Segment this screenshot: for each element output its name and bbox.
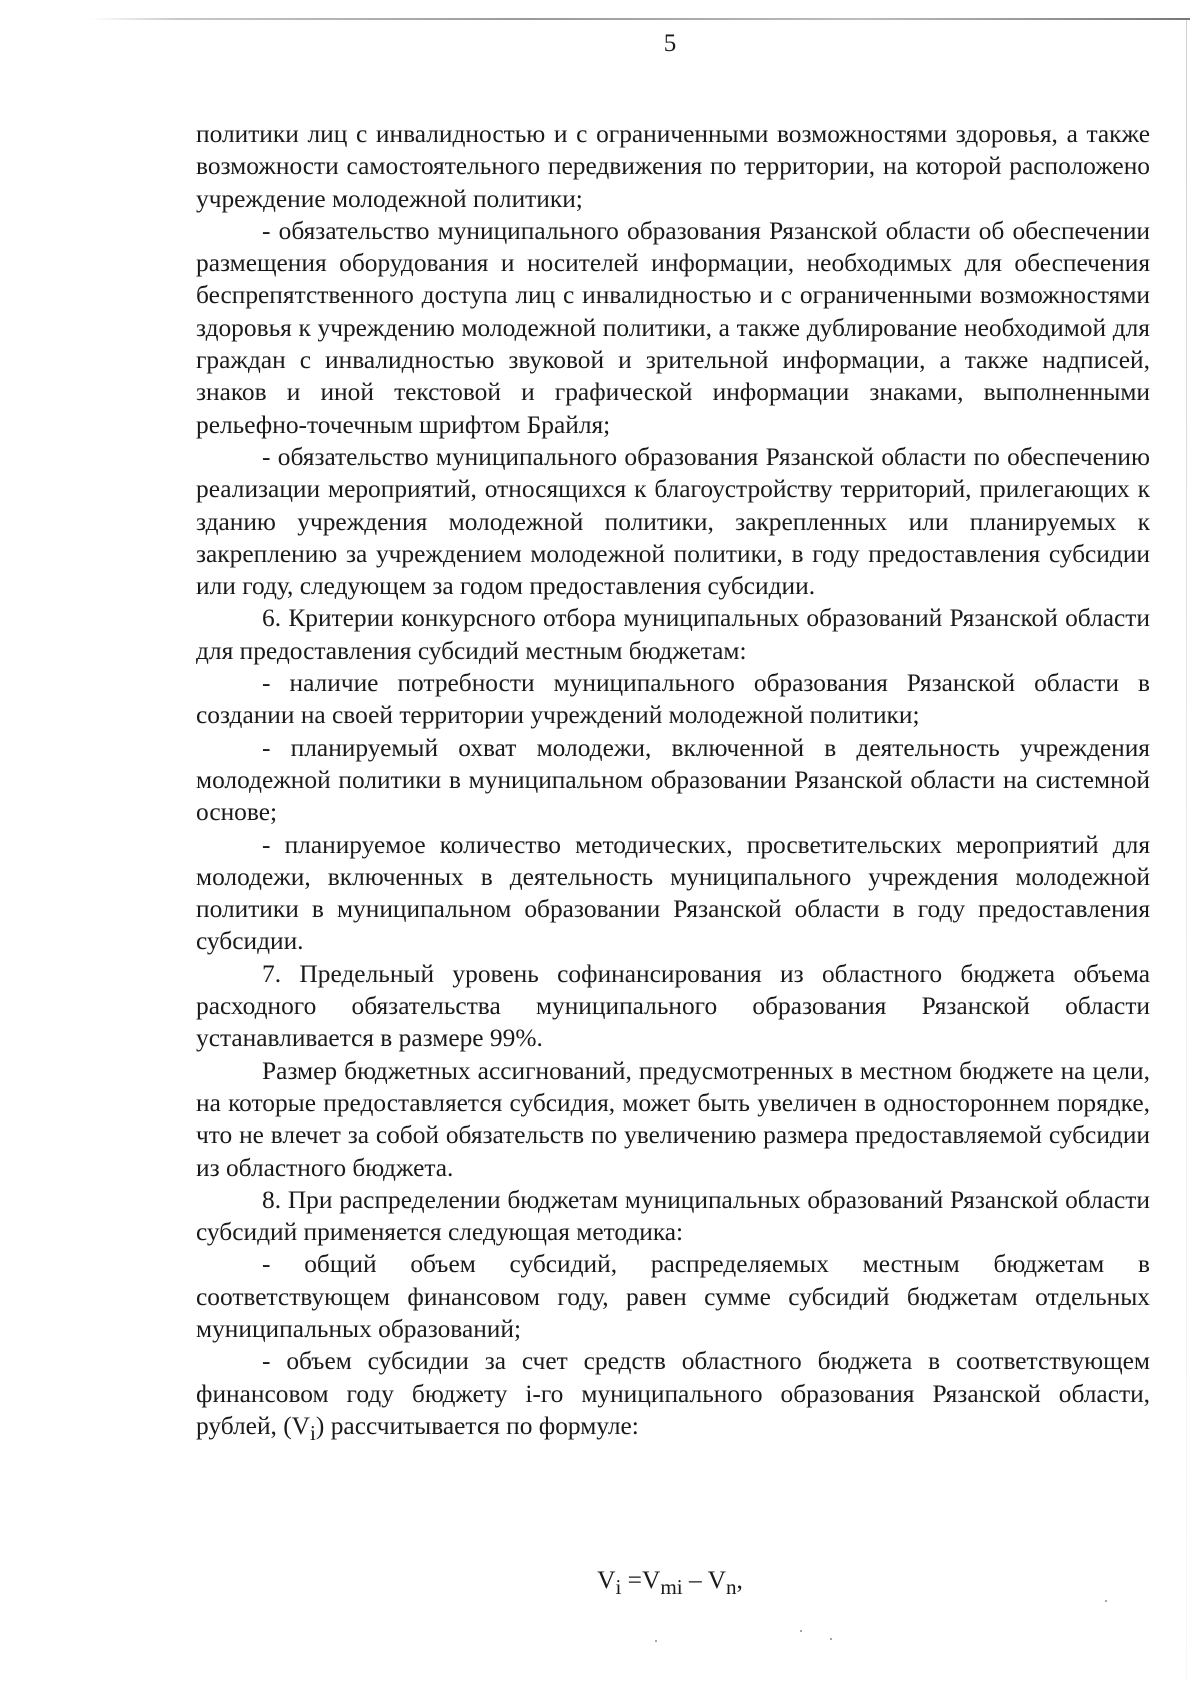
scan-edge-right <box>1186 20 1187 1680</box>
paragraph: 7. Предельный уровень софинансирования из областного бюджета объема расходного обязательства муниципального образования Рязанской области устанавливается в размере 99%. <box>196 959 1150 1053</box>
scan-speck <box>800 1630 802 1632</box>
formula-sub-n: n <box>725 1575 737 1600</box>
paragraph: - обязательство муниципального образования Рязанской области об обеспечении размещения оборудования и носителей информации, необходимых для обеспечения беспрепятственного доступа лиц с инвалидностью и с ограниченными возможностями здоровья к учреждению молодежной политики, а также дублирование необходимой для граждан с инвалидностью звуковой и зрительной информации, а также надписей, знаков и иной текстовой и графической информации знаками, выполненными рельефно-точечным шрифтом Брайля; <box>196 216 1150 439</box>
paragraph: политики лиц с инвалидностью и с ограниченными возможностями здоровья, а также возможности самостоятельного передвижения по территории, на которой расположено учреждение молодежной политики; <box>196 120 1150 213</box>
paragraph-tail: ) рассчитывается по формуле: <box>315 1411 639 1440</box>
scan-speck <box>655 1640 657 1642</box>
paragraph: - обязательство муниципального образования Рязанской области по обеспечению реализации мероприятий, относящихся к благоустройству территорий, прилегающих к зданию учреждения молодежной политики, закрепленных или планируемых к закреплению за учреждением молодежной политики, в году предоставления субсидии или году, следующем за годом предоставления субсидии. <box>196 442 1150 601</box>
paragraph: Размер бюджетных ассигнований, предусмотренных в местном бюджете на цели, на которые предоставляется субсидия, может быть увеличен в одностороннем порядке, что не влечет за собой обязательств по увеличению размера предоставляемой субсидии из областного бюджета. <box>196 1056 1150 1182</box>
paragraph: - планируемый охват молодежи, включенной в деятельность учреждения молодежной политики в муниципальном образовании Рязанской области на системной основе; <box>196 733 1150 827</box>
document-body <box>196 118 1150 1449</box>
paragraph: - планируемое количество методических, просветительских мероприятий для молодежи, включенных в деятельность муниципального учреждения молодежной политики в муниципальном образовании Рязанской области в году предоставления субсидии. <box>196 830 1150 956</box>
page-number: 5 <box>663 30 677 57</box>
paragraph: 6. Критерии конкурсного отбора муниципальных образований Рязанской области для предоставления субсидий местным бюджетам: <box>196 604 1150 665</box>
formula-end: , <box>736 1566 743 1594</box>
paragraph-text: - объем субсидии за счет средств областного бюджета в соответствующем финансовом году бюджету i-го муниципального образования Рязанской области, рублей, (V <box>196 1347 1150 1440</box>
formula-sub-i: i <box>615 1575 622 1600</box>
paragraph <box>196 1345 1150 1449</box>
scan-speck <box>830 1638 832 1640</box>
formula-eq: =V <box>621 1566 661 1594</box>
paragraph: 8. При распределении бюджетам муниципальных образований Рязанской области субсидий применяется следующая методика: <box>196 1185 1150 1247</box>
paragraph: - общий объем субсидий, распределяемых местным бюджетам в соответствующем финансовом году, равен сумме субсидий бюджетам отдельных муниципальных образований; <box>196 1250 1150 1343</box>
paragraph: - наличие потребности муниципального образования Рязанской области в создании на своей территории учреждений молодежной политики; <box>196 669 1150 730</box>
scan-speck <box>1105 1600 1107 1602</box>
formula-sub-mi: mi <box>660 1575 683 1600</box>
subscript-i: i <box>310 1420 316 1445</box>
formula-minus: – V <box>682 1566 726 1594</box>
formula-v: V <box>597 1566 616 1594</box>
scan-edge-top <box>90 18 1190 20</box>
formula <box>0 1566 1200 1600</box>
